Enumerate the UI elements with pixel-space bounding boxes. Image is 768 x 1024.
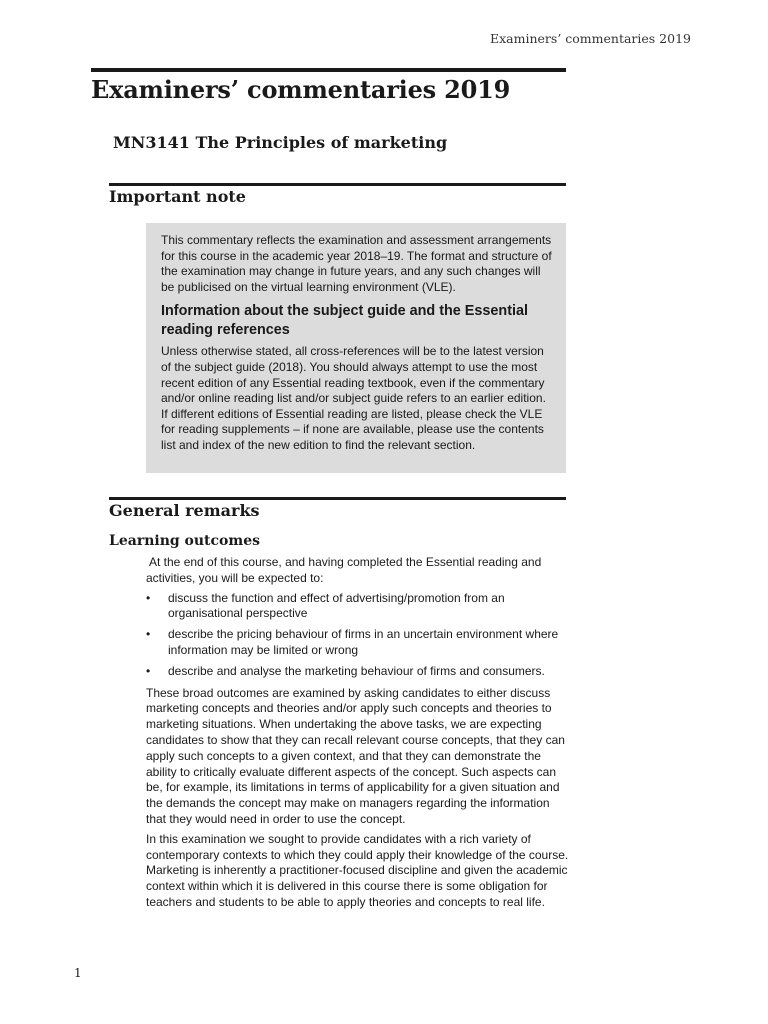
general-remarks-heading: General remarks	[109, 501, 260, 520]
paragraph: In this examination we sought to provide candidates with a rich variety of contemporary contexts to which they could apply their knowledge of the course. Marketing is inherently a practitioner-focused discipline and given the academic context within which it is delivered in this course there is some obligation for teachers and students to be able to apply theories and concepts to real life.	[146, 831, 569, 909]
title-top-rule	[91, 68, 566, 72]
important-note-box	[146, 223, 566, 473]
general-remarks-rule	[109, 497, 566, 500]
bullet-icon: •	[146, 663, 151, 678]
learning-outcomes-list	[146, 591, 570, 680]
learning-outcomes-heading: Learning outcomes	[109, 533, 260, 549]
page-title: Examiners’ commentaries 2019	[91, 75, 511, 104]
general-remarks-body	[146, 555, 570, 915]
list-item	[146, 627, 570, 659]
list-item-text: describe the pricing behaviour of firms in an uncertain environment where information may be limited or wrong	[168, 627, 559, 657]
important-note-heading: Important note	[109, 187, 246, 206]
learning-outcomes-intro: At the end of this course, and having completed the Essential reading and activities, you will be expected to:	[146, 555, 542, 585]
list-item	[146, 664, 570, 680]
running-header: Examiners’ commentaries 2019	[490, 31, 691, 46]
list-item	[146, 591, 570, 623]
course-title: MN3141 The Principles of marketing	[113, 133, 448, 152]
list-item-text: describe and analyse the marketing behaviour of firms and consumers.	[168, 663, 545, 678]
page-number: 1	[74, 966, 82, 980]
list-item-text: discuss the function and effect of advertising/promotion from an organisational perspective	[168, 590, 505, 621]
bullet-icon: •	[146, 590, 151, 605]
note-intro-text: This commentary reflects the examination and assessment arrangements for this course in the academic year 2018–19. The format and structure of the examination may change in future years, and any such changes will be publicised on the virtual learning environment (VLE).	[161, 233, 552, 294]
bullet-icon: •	[146, 627, 151, 642]
note-subheading: Information about the subject guide and the Essential reading references	[161, 303, 528, 339]
paragraph: These broad outcomes are examined by asking candidates to either discuss marketing concepts and theories and/or apply such concepts and theories to marketing situations. When undertaking the above tasks, we are expecting candidates to show that they can recall relevant course concepts, that they can apply such concepts to a given context, and that they can demonstrate the ability to critically evaluate different aspects of the concept. Such aspects can be, for example, its limitations in terms of applicability for a given situation and the demands the concept may make on managers regarding the information that they would need in order to use the concept.	[146, 685, 565, 826]
note-body-text: Unless otherwise stated, all cross-references will be to the latest version of the subject guide (2018). You should always attempt to use the most recent edition of any Essential reading textbook, even if the commentary and/or online reading list and/or subject guide refers to an earlier edition. If different editions of Essential reading are listed, please check the VLE for reading supplements – if none are available, please use the contents list and index of the new edition to find the relevant section.	[161, 344, 546, 452]
important-note-rule	[109, 183, 566, 186]
